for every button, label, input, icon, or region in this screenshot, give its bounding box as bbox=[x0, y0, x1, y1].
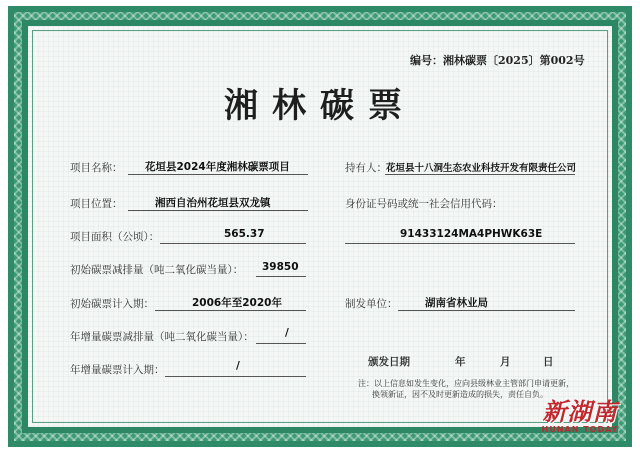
annual-period-underline bbox=[165, 376, 306, 377]
certificate-title: 湘林碳票 bbox=[224, 86, 416, 126]
location-underline bbox=[128, 210, 308, 211]
location-label: 项目位置： bbox=[70, 198, 123, 210]
area-underline bbox=[160, 243, 306, 244]
holder-label: 持有人： bbox=[345, 162, 387, 174]
project-name-label: 项目名称： bbox=[70, 162, 123, 174]
holder-underline bbox=[385, 174, 575, 175]
id-code-value: 91433124MA4PHWK63E bbox=[400, 228, 543, 240]
annual-reduction-value: / bbox=[285, 327, 289, 339]
initial-reduction-value: 39850 bbox=[262, 261, 299, 273]
initial-period-underline bbox=[155, 310, 306, 311]
issuer-label: 制发单位： bbox=[345, 298, 398, 310]
issuer-underline bbox=[398, 310, 575, 311]
note-line-1: 注：以上信息如发生变化，应向县级林业主管部门申请更新， bbox=[358, 379, 574, 388]
location-value: 湘西自治州花垣县双龙镇 bbox=[155, 197, 271, 209]
initial-period-label: 初始碳票计入期： bbox=[70, 298, 154, 310]
initial-reduction-underline bbox=[256, 276, 306, 277]
id-code-underline bbox=[345, 243, 575, 244]
note-line-2: 换领新证，因不及时更新造成的损失，责任自负。 bbox=[372, 390, 548, 399]
initial-period-value: 2006年至2020年 bbox=[192, 297, 282, 309]
project-name-value: 花垣县2024年度湘林碳票项目 bbox=[145, 161, 290, 173]
area-value: 565.37 bbox=[224, 228, 265, 240]
issue-date-year: 年 bbox=[455, 356, 466, 368]
watermark-subtext: HUNAN TODAY bbox=[541, 425, 619, 434]
issuer-value: 湖南省林业局 bbox=[425, 297, 488, 309]
hunan-today-watermark bbox=[528, 392, 632, 434]
issue-date-label: 颁发日期 bbox=[368, 356, 410, 368]
issue-date-day: 日 bbox=[543, 356, 554, 368]
annual-reduction-underline bbox=[256, 343, 306, 344]
id-code-label: 身份证号码或统一社会信用代码： bbox=[345, 198, 503, 210]
initial-reduction-label: 初始碳票减排量（吨二氧化碳当量）： bbox=[70, 264, 244, 276]
annual-period-value: / bbox=[236, 360, 240, 372]
issue-date-month: 月 bbox=[500, 356, 511, 368]
serial-number: 编号：湘林碳票〔2025〕第002号 bbox=[410, 54, 585, 67]
project-name-underline bbox=[128, 174, 308, 175]
holder-value: 花垣县十八洞生态农业科技开发有限责任公司 bbox=[386, 163, 577, 174]
area-label: 项目面积（公顷）： bbox=[70, 231, 160, 243]
watermark-logo-text: 新湖南 bbox=[542, 398, 618, 426]
annual-reduction-label: 年增量碳票减排量（吨二氧化碳当量）： bbox=[70, 331, 254, 343]
annual-period-label: 年增量碳票计入期： bbox=[70, 364, 165, 376]
